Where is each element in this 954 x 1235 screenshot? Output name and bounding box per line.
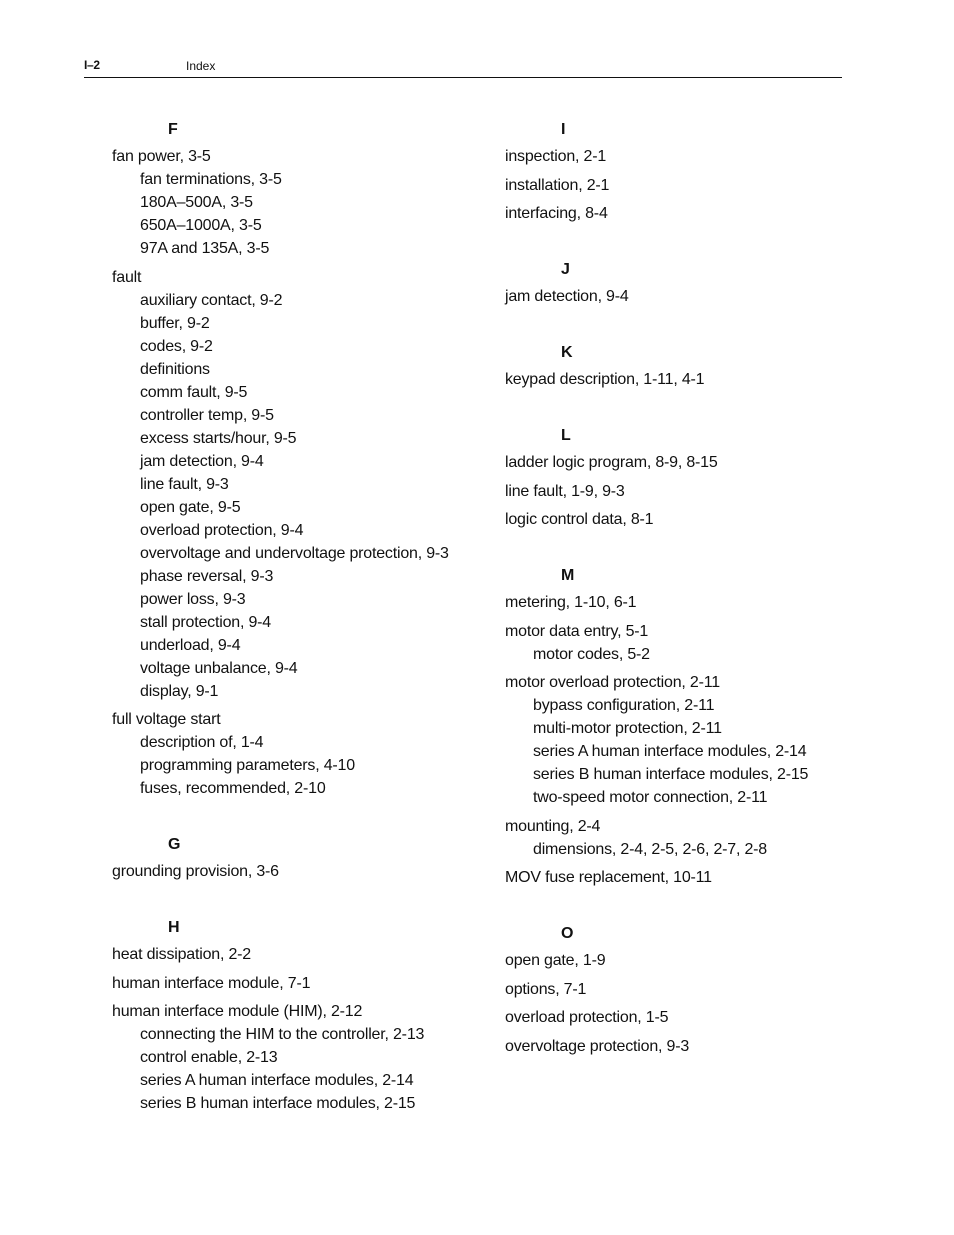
index-subentry: auxiliary contact, 9-2 <box>140 291 283 309</box>
index-term: human interface module (HIM), 2-12 <box>112 1003 363 1020</box>
index-column-left <box>112 118 492 1148</box>
page-number: I–2 <box>84 58 100 72</box>
index-term: human interface module, 7-1 <box>112 974 311 992</box>
index-letter-group <box>505 341 850 391</box>
index-term: grounding provision, 3-6 <box>112 863 279 880</box>
index-letter-heading: H <box>168 919 180 936</box>
index-term: options, 7-1 <box>505 980 587 998</box>
index-subentry: series B human interface modules, 2-15 <box>533 766 809 783</box>
index-letter-heading: L <box>561 427 571 444</box>
index-subentry: underload, 9-4 <box>140 636 241 654</box>
index-entry <box>505 480 850 503</box>
index-entry <box>505 202 850 225</box>
index-letter-group <box>112 833 492 883</box>
index-letter-group <box>505 424 850 531</box>
index-subentry: definitions <box>140 360 210 378</box>
index-entry <box>505 591 850 614</box>
index-subentry: phase reversal, 9-3 <box>140 567 274 585</box>
index-subentry: series B human interface modules, 2-15 <box>140 1095 416 1112</box>
index-entry <box>505 620 850 666</box>
index-term: metering, 1-10, 6-1 <box>505 594 637 611</box>
index-term: motor overload protection, 2-11 <box>505 674 720 691</box>
index-letter-heading: K <box>561 344 573 361</box>
index-entry <box>112 708 492 800</box>
index-entry <box>505 978 850 1001</box>
index-subentry: display, 9-1 <box>140 682 219 700</box>
index-subentry: description of, 1-4 <box>140 734 264 751</box>
index-entry <box>505 866 850 889</box>
index-term: heat dissipation, 2-2 <box>112 946 252 963</box>
index-entry <box>505 1006 850 1029</box>
section-title: Index <box>186 59 216 73</box>
index-entry <box>505 451 850 474</box>
index-entry <box>505 671 850 809</box>
index-subentry: excess starts/hour, 9-5 <box>140 429 297 447</box>
index-letter-heading: I <box>561 121 566 138</box>
index-subentry: power loss, 9-3 <box>140 590 246 608</box>
index-entry <box>505 145 850 168</box>
page-header <box>84 56 842 78</box>
index-letter-group <box>505 564 850 889</box>
index-term: motor data entry, 5-1 <box>505 622 649 640</box>
index-subentry: fan terminations, 3-5 <box>140 171 282 188</box>
index-subentry: series A human interface modules, 2-14 <box>533 743 807 760</box>
index-subentry: two-speed motor connection, 2-11 <box>533 789 768 806</box>
index-term: jam detection, 9-4 <box>505 288 629 305</box>
index-subentry: programming parameters, 4-10 <box>140 757 355 774</box>
index-letter-heading: M <box>561 567 575 584</box>
index-term: keypad description, 1-11, 4-1 <box>505 371 705 388</box>
index-entry <box>112 266 492 703</box>
index-subentry: 180A–500A, 3-5 <box>140 194 253 211</box>
index-subentry: codes, 9-2 <box>140 337 213 355</box>
index-subentry: overload protection, 9-4 <box>140 521 304 539</box>
index-term: MOV fuse replacement, 10-11 <box>505 869 712 886</box>
index-letter-group <box>505 118 850 225</box>
index-entry <box>505 815 850 861</box>
index-letter-heading: G <box>168 836 181 853</box>
index-letter-group <box>505 258 850 308</box>
index-entry <box>505 1035 850 1058</box>
index-subentry: comm fault, 9-5 <box>140 383 248 401</box>
index-subentry: control enable, 2-13 <box>140 1049 278 1066</box>
index-entry <box>505 508 850 531</box>
index-entry <box>505 174 850 197</box>
index-term: inspection, 2-1 <box>505 148 607 165</box>
index-term: full voltage start <box>112 711 221 728</box>
index-letter-heading: F <box>168 121 178 138</box>
index-term: overload protection, 1-5 <box>505 1009 669 1026</box>
index-entry <box>112 1000 492 1115</box>
index-letter-group <box>112 118 492 800</box>
index-term: mounting, 2-4 <box>505 817 601 835</box>
index-subentry: connecting the HIM to the controller, 2-13 <box>140 1026 425 1043</box>
index-subentry: dimensions, 2-4, 2-5, 2-6, 2-7, 2-8 <box>533 840 768 858</box>
index-letter-heading: O <box>561 925 574 942</box>
index-subentry: 650A–1000A, 3-5 <box>140 217 262 234</box>
index-subentry: multi-motor protection, 2-11 <box>533 720 722 737</box>
index-entry <box>112 972 492 995</box>
index-subentry: jam detection, 9-4 <box>140 452 264 470</box>
index-subentry: 97A and 135A, 3-5 <box>140 240 270 257</box>
index-letter-heading: J <box>561 261 570 278</box>
index-subentry: overvoltage and undervoltage protection, 9-3 <box>140 544 449 562</box>
index-term: logic control data, 8-1 <box>505 511 654 528</box>
index-column-right <box>505 118 850 1091</box>
index-entry <box>112 145 492 260</box>
index-term: open gate, 1-9 <box>505 952 606 969</box>
index-subentry: line fault, 9-3 <box>140 475 229 493</box>
index-letter-group <box>112 916 492 1115</box>
index-subentry: motor codes, 5-2 <box>533 645 650 663</box>
index-subentry: fuses, recommended, 2-10 <box>140 780 326 797</box>
index-term: fault <box>112 268 142 286</box>
index-term: fan power, 3-5 <box>112 148 211 165</box>
index-subentry: bypass configuration, 2-11 <box>533 697 715 714</box>
index-subentry: buffer, 9-2 <box>140 314 210 332</box>
index-entry <box>112 943 492 966</box>
index-subentry: series A human interface modules, 2-14 <box>140 1072 414 1089</box>
index-term: ladder logic program, 8-9, 8-15 <box>505 454 718 471</box>
index-subentry: controller temp, 9-5 <box>140 406 274 424</box>
index-letter-group <box>505 922 850 1058</box>
index-term: installation, 2-1 <box>505 176 610 194</box>
index-entry <box>505 368 850 391</box>
index-entry <box>505 285 850 308</box>
index-entry <box>112 860 492 883</box>
index-subentry: open gate, 9-5 <box>140 498 241 516</box>
index-subentry: stall protection, 9-4 <box>140 613 271 631</box>
index-term: overvoltage protection, 9-3 <box>505 1037 690 1055</box>
index-term: line fault, 1-9, 9-3 <box>505 482 625 500</box>
index-entry <box>505 949 850 972</box>
index-subentry: voltage unbalance, 9-4 <box>140 659 298 677</box>
index-term: interfacing, 8-4 <box>505 205 608 222</box>
